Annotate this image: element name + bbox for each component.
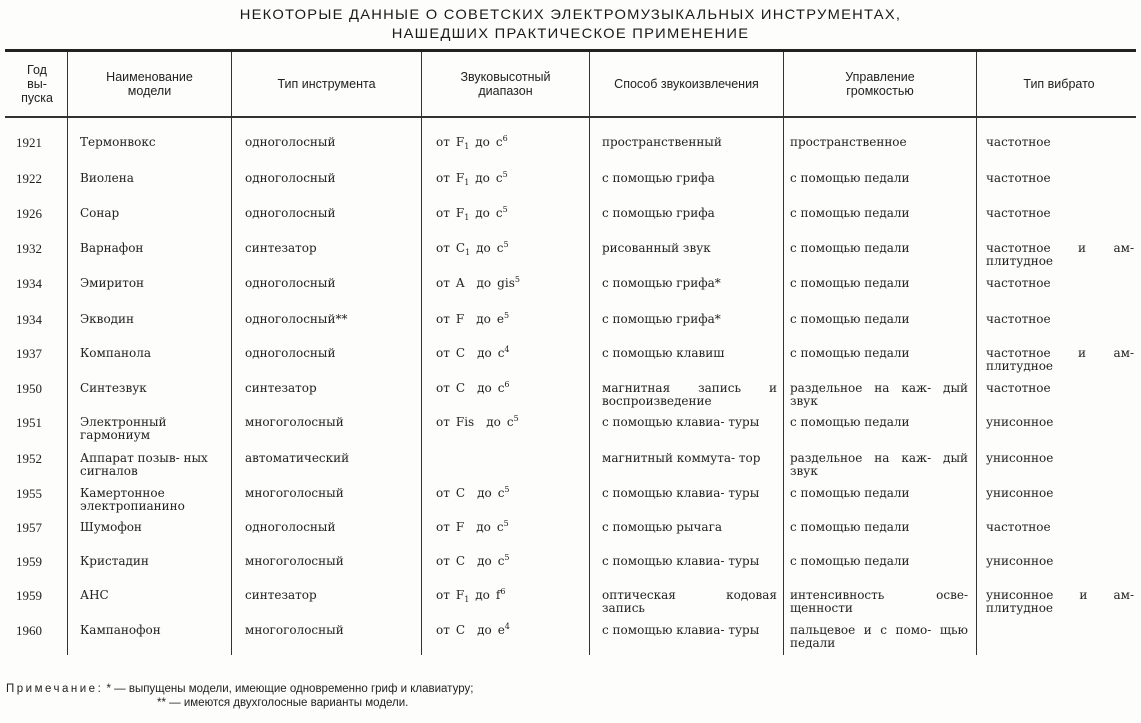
cell-type: синтезатор [245, 381, 317, 395]
range-from-note: C [455, 381, 466, 395]
cell-year: 1952 [16, 451, 42, 466]
cell-volume: пространственное [790, 135, 907, 149]
cell-name: Кристадин [80, 554, 149, 568]
range-to-word: до [486, 415, 501, 429]
cell-year: 1937 [16, 346, 42, 361]
range-from-note: C [455, 486, 466, 500]
cell-type: синтезатор [245, 588, 317, 602]
cell-year: 1922 [16, 171, 42, 186]
range-from-word: от [436, 486, 450, 500]
range-from-word: от [436, 381, 450, 395]
cell-name: Камертонное электропианино [80, 486, 185, 513]
header-range: Звуковысотный диапазон [460, 70, 551, 98]
cell-sound: с помощью грифа* [602, 312, 721, 326]
range-to-octave: 5 [504, 485, 510, 494]
range-from-note: F [455, 520, 465, 534]
range-from-note: F [455, 206, 465, 220]
range-from-octave: 1 [465, 248, 471, 258]
cell-name: Компанола [80, 346, 151, 360]
range-from-word: от [436, 135, 450, 149]
cell-type: одноголосный** [245, 312, 348, 326]
cell-vibrato: унисонное [986, 554, 1054, 568]
cell-vibrato: унисонное и ам- плитудное [986, 588, 1134, 615]
range-to-word: до [477, 554, 492, 568]
cell-sound: пространственный [602, 135, 722, 149]
cell-sound: с помощью клавиа- туры [602, 486, 760, 500]
cell-vibrato: частотное [986, 381, 1051, 395]
range-to-word: до [476, 276, 492, 290]
range-from-word: от [436, 241, 450, 255]
cell-type: одноголосный [245, 276, 336, 290]
cell-volume: с помощью педали [790, 206, 910, 220]
cell-sound: магнитный коммута- тор [602, 451, 761, 465]
cell-type: одноголосный [245, 171, 336, 185]
range-to-octave: 4 [504, 345, 510, 354]
cell-type: многоголосный [245, 415, 344, 429]
cell-sound: с помощью клавиа- туры [602, 554, 760, 568]
cell-volume: с помощью педали [790, 415, 910, 429]
range-to-octave: 5 [502, 205, 508, 214]
range-to-word: до [477, 346, 492, 360]
column-divider [421, 52, 422, 655]
cell-type: одноголосный [245, 206, 336, 220]
cell-type: одноголосный [245, 346, 336, 360]
range-from-note: C [455, 241, 466, 255]
cell-volume: интенсивность осве- щенности [790, 588, 968, 615]
cell-name: Кампанофон [80, 623, 161, 637]
cell-year: 1926 [16, 206, 42, 221]
table-title-line-1: НЕКОТОРЫЕ ДАННЫЕ О СОВЕТСКИХ ЭЛЕКТРОМУЗЫКАЛЬНЫХ ИНСТРУМЕНТАХ, [239, 6, 902, 22]
range-to-word: до [475, 171, 490, 185]
header-volume: Управление громкостью [845, 70, 915, 98]
cell-range [436, 555, 510, 568]
cell-range [436, 382, 510, 395]
range-to-note: e [496, 312, 504, 326]
note-text-1: * — выпущены модели, имеющие одновременно гриф и клавиатуру; [106, 683, 474, 695]
cell-vibrato: частотное [986, 206, 1051, 220]
cell-volume: с помощью педали [790, 312, 910, 326]
cell-volume: с помощью педали [790, 276, 910, 290]
range-to-note: c [495, 135, 503, 149]
column-divider [976, 52, 977, 655]
range-to-note: e [497, 623, 505, 637]
range-to-octave: 4 [504, 622, 510, 631]
cell-name: Виолена [80, 171, 134, 185]
range-from-word: от [436, 623, 450, 637]
range-from-word: от [436, 415, 450, 429]
range-from-word: от [436, 276, 450, 290]
cell-range [436, 313, 509, 326]
cell-year: 1934 [16, 276, 42, 291]
cell-vibrato: унисонное [986, 451, 1054, 465]
cell-vibrato: частотное [986, 312, 1051, 326]
range-to-note: c [496, 520, 504, 534]
cell-vibrato: частотное [986, 171, 1051, 185]
header-type: Тип инструмента [277, 77, 376, 91]
cell-type: одноголосный [245, 520, 336, 534]
range-from-note: Fis [455, 415, 475, 429]
cell-vibrato: частотное и ам- плитудное [986, 346, 1134, 373]
header-sound: Способ звукоизвлечения [614, 77, 759, 91]
cell-range [436, 416, 519, 429]
range-from-note: C [455, 554, 466, 568]
cell-volume: с помощью педали [790, 171, 910, 185]
cell-range [436, 624, 510, 637]
range-from-octave: 1 [464, 142, 470, 152]
range-to-word: до [476, 520, 491, 534]
cell-year: 1951 [16, 415, 42, 430]
cell-sound: с помощью клавиа- туры [602, 415, 760, 429]
cell-volume: раздельное на каж- дый звук [790, 381, 968, 408]
cell-name: АНС [80, 588, 109, 602]
cell-year: 1959 [16, 554, 42, 569]
cell-sound: с помощью грифа [602, 171, 715, 185]
range-to-word: до [476, 241, 491, 255]
range-to-note: c [495, 206, 503, 220]
cell-name: Синтезвук [80, 381, 147, 395]
range-to-octave: 6 [500, 587, 506, 596]
range-from-note: C [455, 346, 466, 360]
range-from-note: C [455, 623, 466, 637]
range-to-note: f [495, 588, 501, 602]
cell-vibrato: частотное [986, 520, 1051, 534]
cell-vibrato: частотное [986, 135, 1051, 149]
cell-name: Экводин [80, 312, 135, 326]
cell-sound: магнитная запись и воспроизведение [602, 381, 777, 408]
cell-sound: оптическая кодовая запись [602, 588, 777, 615]
range-from-word: от [436, 312, 450, 326]
cell-name: Варнафон [80, 241, 144, 255]
range-to-octave: 5 [513, 414, 519, 423]
cell-type: многоголосный [245, 623, 344, 637]
range-to-octave: 5 [503, 311, 510, 320]
cell-volume: с помощью педали [790, 554, 910, 568]
range-from-note: F [455, 312, 465, 326]
range-from-octave: 1 [464, 595, 470, 605]
cell-type: автоматический [245, 451, 350, 465]
range-to-octave: 6 [502, 134, 508, 143]
cell-year: 1960 [16, 623, 42, 638]
cell-range [436, 347, 510, 360]
cell-vibrato: унисонное [986, 415, 1054, 429]
cell-range [436, 205, 508, 223]
range-from-octave: 1 [464, 178, 470, 188]
range-to-word: до [477, 381, 492, 395]
cell-type: одноголосный [245, 135, 336, 149]
cell-sound: с помощью грифа [602, 206, 715, 220]
range-from-note: A [455, 276, 465, 290]
cell-range [436, 587, 506, 605]
range-to-word: до [475, 588, 490, 602]
cell-name: Эмиритон [80, 276, 145, 290]
cell-sound: с помощью клавиш [602, 346, 725, 360]
range-to-note: c [497, 554, 505, 568]
cell-sound: рисованный звук [602, 241, 711, 255]
cell-name: Шумофон [80, 520, 142, 534]
cell-year: 1934 [16, 312, 42, 327]
cell-name: Сонар [80, 206, 120, 220]
cell-year: 1959 [16, 588, 42, 603]
range-from-note: F [455, 171, 465, 185]
cell-name: Аппарат позыв- ных сигналов [80, 451, 208, 478]
range-to-word: до [477, 623, 492, 637]
range-to-word: до [475, 135, 490, 149]
cell-volume: с помощью педали [790, 346, 910, 360]
note-line-2: ** — имеются двухголосные варианты модели. [157, 697, 409, 709]
cell-vibrato: унисонное [986, 486, 1054, 500]
header-name: Наименование модели [106, 70, 193, 98]
cell-sound: с помощью рычага [602, 520, 723, 534]
range-from-word: от [436, 346, 450, 360]
cell-type: синтезатор [245, 241, 317, 255]
range-from-octave: 1 [464, 213, 470, 223]
range-to-note: c [497, 486, 505, 500]
cell-year: 1950 [16, 381, 42, 396]
range-to-word: до [475, 206, 490, 220]
cell-volume: с помощью педали [790, 486, 910, 500]
note-label: Примечание: [6, 683, 104, 695]
cell-range [436, 134, 508, 152]
header-vibrato: Тип вибрато [1023, 77, 1095, 91]
cell-year: 1932 [16, 241, 42, 256]
range-to-octave: 5 [504, 553, 510, 562]
cell-range [436, 277, 520, 290]
cell-range [436, 170, 508, 188]
header-year: Год вы- пуска [21, 63, 53, 105]
cell-type: многоголосный [245, 554, 344, 568]
cell-sound: с помощью клавиа- туры [602, 623, 760, 637]
cell-year: 1957 [16, 520, 42, 535]
range-to-note: c [495, 171, 503, 185]
cell-type: многоголосный [245, 486, 344, 500]
column-divider [783, 52, 784, 655]
column-divider [67, 52, 68, 655]
range-to-octave: 5 [502, 170, 508, 179]
table-title-line-2: НАШЕДШИХ ПРАКТИЧЕСКОЕ ПРИМЕНЕНИЕ [391, 25, 750, 41]
range-to-octave: 5 [514, 275, 520, 284]
cell-range [436, 240, 509, 258]
range-to-word: до [477, 486, 492, 500]
cell-year: 1955 [16, 486, 42, 501]
range-to-octave: 5 [503, 519, 509, 528]
range-from-word: от [436, 206, 450, 220]
cell-volume: раздельное на каж- дый звук [790, 451, 968, 478]
cell-volume: пальцевое и с помо- щью педали [790, 623, 968, 650]
column-divider [589, 52, 590, 655]
cell-vibrato: частотное [986, 276, 1051, 290]
range-from-note: F [455, 588, 465, 602]
header-rule [5, 116, 1136, 118]
cell-sound: с помощью грифа* [602, 276, 721, 290]
cell-range [436, 487, 510, 500]
cell-name: Термонвокс [80, 135, 156, 149]
range-to-octave: 5 [503, 240, 509, 249]
range-from-word: от [436, 171, 450, 185]
cell-range [436, 521, 509, 534]
range-to-note: c [496, 241, 504, 255]
note-line-1 [6, 683, 473, 695]
cell-year: 1921 [16, 135, 42, 150]
range-to-note: c [506, 415, 514, 429]
range-to-note: c [497, 346, 505, 360]
cell-volume: с помощью педали [790, 241, 910, 255]
range-to-word: до [476, 312, 491, 326]
range-from-note: F [455, 135, 465, 149]
cell-name: Электронный гармониум [80, 415, 167, 442]
range-to-note: gis [497, 276, 515, 290]
range-from-word: от [436, 554, 450, 568]
cell-vibrato: частотное и ам- плитудное [986, 241, 1134, 268]
column-divider [231, 52, 232, 655]
range-to-note: c [497, 381, 505, 395]
range-to-octave: 6 [504, 380, 510, 389]
cell-volume: с помощью педали [790, 520, 910, 534]
range-from-word: от [436, 588, 450, 602]
range-from-word: от [436, 520, 450, 534]
